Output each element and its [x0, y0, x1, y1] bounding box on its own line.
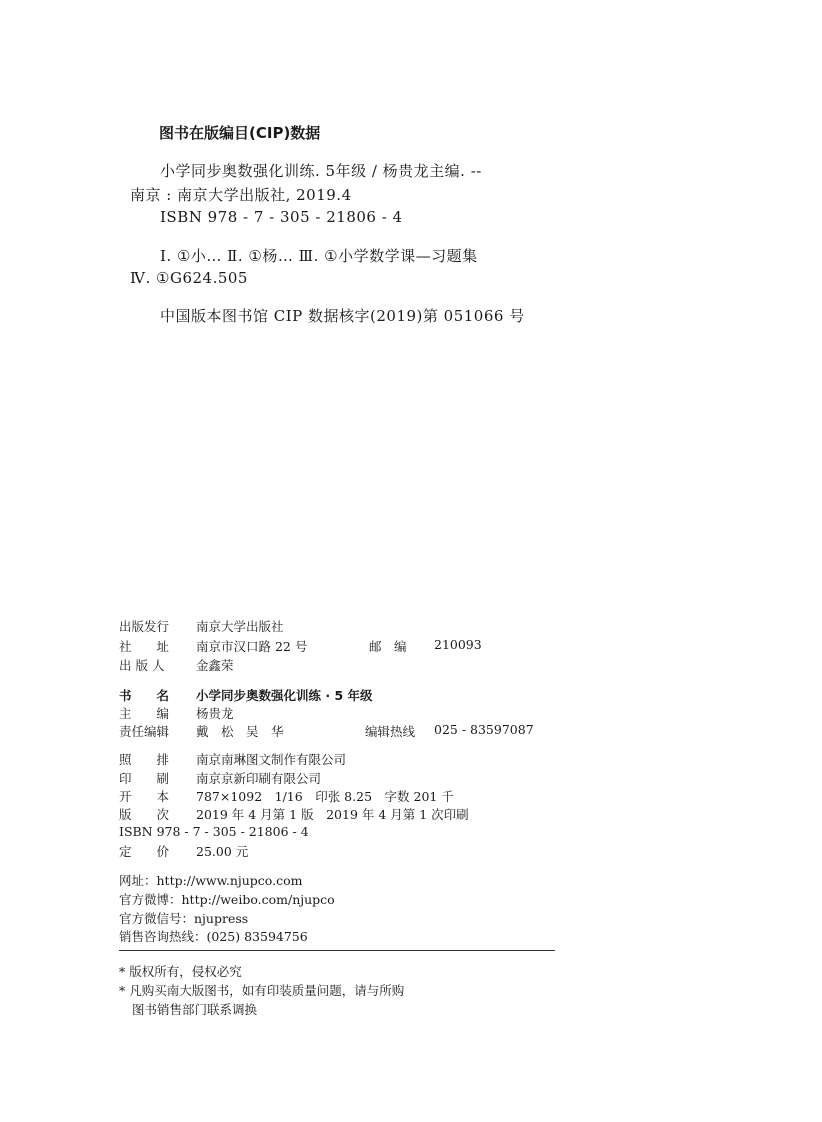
edition-label: 版 次 — [119, 807, 170, 822]
price-value: 25.00 元 — [196, 844, 249, 859]
typeset-value: 南京南琳图文制作有限公司 — [196, 752, 347, 767]
return-note-line2: 图书销售部门联系调换 — [132, 1002, 258, 1017]
format-value: 787×1092 1/16 印张 8.25 字数 201 千 — [196, 789, 454, 804]
weibo-line: 官方微博：http://weibo.com/njupco — [119, 892, 335, 907]
editor-label: 主 编 — [119, 706, 170, 721]
cip-subject-line: Ⅰ. ①小… Ⅱ. ①杨… Ⅲ. ①小学数学课—习题集 — [160, 247, 478, 265]
editor-value: 杨贵龙 — [196, 706, 234, 721]
printer-value: 南京京新印刷有限公司 — [196, 771, 322, 786]
typeset-label: 照 排 — [119, 752, 170, 767]
cip-title-line: 小学同步奥数强化训练. 5年级 / 杨贵龙主编. -- — [160, 162, 482, 180]
wechat-line: 官方微信号：njupress — [119, 911, 249, 926]
responsible-editor-label: 责任编辑 — [119, 724, 170, 739]
cip-isbn-line: ISBN 978 - 7 - 305 - 21806 - 4 — [160, 208, 403, 226]
isbn-value: ISBN 978 - 7 - 305 - 21806 - 4 — [119, 824, 309, 839]
book-name-label: 书 名 — [119, 688, 170, 703]
publisher-value: 南京大学出版社 — [196, 619, 284, 634]
return-note-line1: * 凡购买南大版图书，如有印装质量问题，请与所购 — [119, 983, 405, 998]
rights-note: * 版权所有，侵权必究 — [119, 964, 242, 979]
cip-record-number: 中国版本图书馆 CIP 数据核字(2019)第 051066 号 — [160, 307, 525, 325]
format-label: 开 本 — [119, 789, 170, 804]
responsible-editor-value: 戴 松 吴 华 — [196, 724, 284, 739]
publisher-person-value: 金鑫荣 — [196, 658, 234, 673]
divider — [119, 950, 555, 951]
edition-value: 2019 年 4 月第 1 版 2019 年 4 月第 1 次印刷 — [196, 807, 469, 822]
hotline-value: 025 - 83597087 — [434, 722, 534, 737]
postcode-value: 210093 — [434, 637, 482, 652]
cip-classification-line: Ⅳ. ①G624.505 — [130, 269, 248, 287]
address-value: 南京市汉口路 22 号 — [196, 639, 308, 654]
publisher-person-label: 出 版 人 — [119, 658, 165, 673]
hotline-label: 编辑热线 — [365, 724, 416, 739]
website-line: 网址：http://www.njupco.com — [119, 873, 303, 888]
cip-publisher-line: 南京 : 南京大学出版社, 2019.4 — [130, 186, 352, 204]
postcode-label: 邮 编 — [369, 639, 407, 654]
cip-title: 图书在版编目(CIP)数据 — [159, 124, 321, 142]
address-label: 社 址 — [119, 639, 170, 654]
publisher-label: 出版发行 — [119, 619, 170, 634]
printer-label: 印 刷 — [119, 771, 170, 786]
book-name-value: 小学同步奥数强化训练 · 5 年级 — [196, 688, 373, 703]
price-label: 定 价 — [119, 844, 170, 859]
sales-hotline-line: 销售咨询热线：(025) 83594756 — [119, 929, 308, 944]
